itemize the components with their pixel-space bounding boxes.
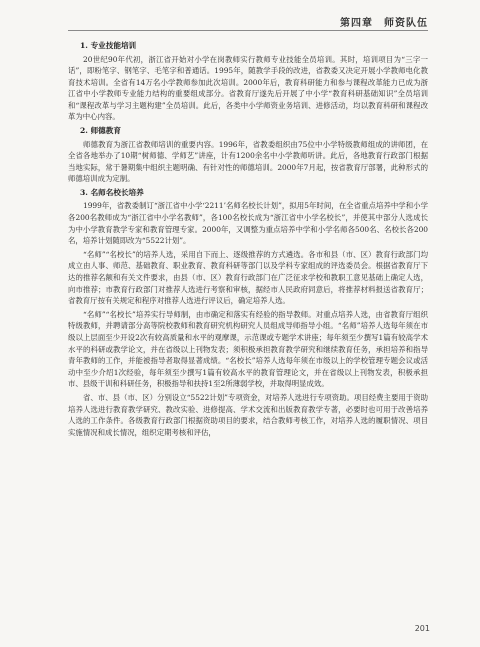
section-ethics-education <box>68 125 428 185</box>
section-heading: 2. 师德教育 <box>80 126 121 136</box>
paragraph: “名师”“名校长”培养实行导师制，由市确定和落实有经验的指导教师。对重点培养人选，由省教育厅组织特级教师，并聘请部分高等院校教师和教育研究机构研究人员组成导师指导小组。“名师”培养人选每年须在市级以上层面至少开设2次有较高质量和水平的观摩课，示范课或专题学术讲座；每年须至少撰写1篇有较高学术水平的科研或教学论文，并在省级以上刊物发表；须积极承担教育教学研究和继续教育任务，承担培养和指导青年教师的工作，并能被指导者取得显著成绩。“名校长”培养人选每年须在市级以上的学校管理专题会议或活动中至少介绍1次经验，每年须至少撰写1篇有较高水平的教育管理论文，并在省级以上刊物发表，积极承担市、县级干训和科研任务，积极指导和扶持1至2所薄弱学校，并取得明显成效。 <box>68 309 428 389</box>
page-number: 201 <box>414 624 430 633</box>
paragraph: 20世纪90年代初，浙江省开始对小学在岗教师实行教师专业技能全员培训。其时，培训项目为“三字一话”，即粉笔字、钢笔字、毛笔字和普通话。1995年，随教学手段的改进，省教委又决定开展小学教师电化教育技术培训。全省有14万名小学教师参加此次培训。2000年后，教育科研能力和参与课程改革能力已成为浙江省中小学教师专业能力结构的重要组成部分。省教育厅遂先后开展了中小学“教育科研基础知识”全员培训和“课程改革与学习主题构建”全员培训。此后，各类中小学师资业务培训、进修活动，均以教育科研和课程改革为中心内容。 <box>68 54 428 122</box>
running-header <box>0 0 480 40</box>
section-heading: 3. 名师名校长培养 <box>80 187 144 197</box>
section-professional-skills <box>68 40 428 123</box>
chapter-title: 第四章 师资队伍 <box>340 18 428 29</box>
header-rule <box>68 30 428 31</box>
section-famous-teachers <box>68 187 428 438</box>
paragraph: “名师”“名校长”的培养人选，采用自下而上、逐级推荐的方式遴选。各市和县（市、区）教育行政部门均成立由人事、师范、基础教育、职业教育、教育科研等部门以及学科专家组成的评选委员会。根据省教育厅下达的推荐名额和有关文件要求，由县（市、区）教育行政部门在广泛征求学校和教职工意见基础上确定人选，向市推荐；市教育行政部门对推荐人选进行考察和审核，据经市人民政府同意后，将推荐材料报送省教育厅；省教育厅按有关规定和程序对推荐人选进行评议后，确定培养人选。 <box>68 249 428 306</box>
section-heading: 1. 专业技能培训 <box>80 41 137 50</box>
paragraph: 1999年，省教委制订“浙江省中小学‘2211’名师名校长计划”，拟用5年时间，在全省重点培养中学和小学各200名教师成为“浙江省中小学名教师”，各100名校长成为“浙江省中小学名校长”，并使其中部分人选成长为中小学教育教学专家和教育管理专家。2000年，又调整为重点培养中学和小学名师各500名、名校长各200名，培养计划随即改为“5522计划”。 <box>68 201 428 246</box>
paragraph: 师德教育为浙江省教师培训的重要内容。1996年，省教委组织由75位中小学特级教师组成的讲师团，在全省各地举办了10期“树师德、学师艺”讲座，计有1200余名中小学教师听讲。此后，各地教育行政部门根据当地实际，常于暑期集中组织主题明确、有针对性的师德培训。2000年7月起，按省教育厅部署，此种形式的师德培训成为定制。 <box>68 139 428 184</box>
page-body <box>68 40 428 625</box>
paragraph: 省、市、县（市、区）分别设立“5522计划”专项资金，对培养人选进行专项资助。项目经费主要用于资助培养人选进行教育教学研究、教改实验、进修提高、学术交流和出版教育教学专著，必要时也可用于改善培养人选的工作条件。各级教育行政部门根据资助项目的要求，结合教师考核工作，对培养人选的履职情况、项目实施情况和成长情况，组织定期考核和评估， <box>68 392 428 437</box>
